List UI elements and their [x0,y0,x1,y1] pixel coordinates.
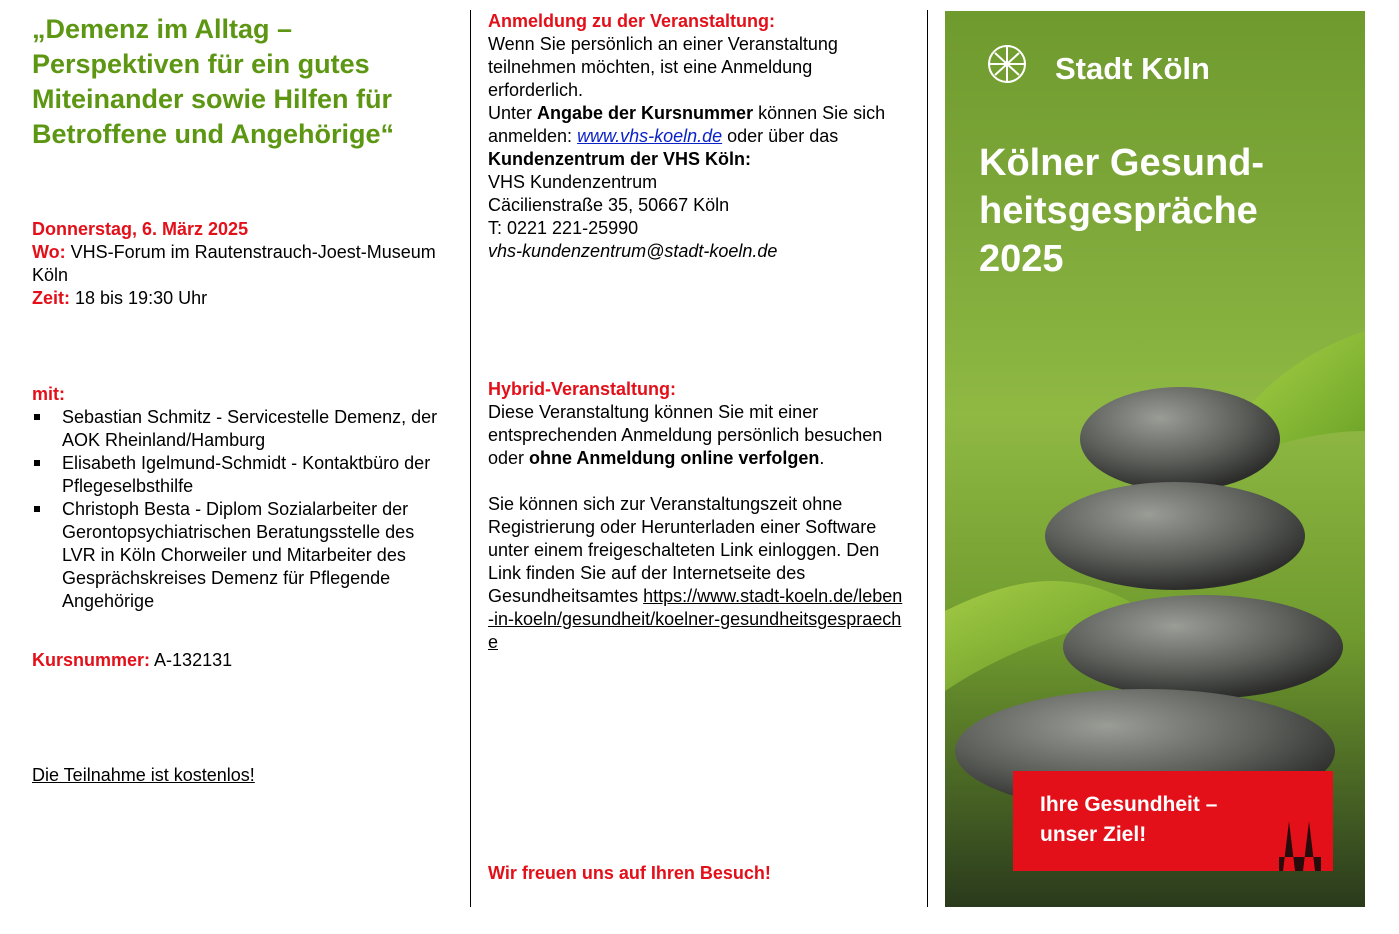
wo-value: VHS-Forum im Rautenstrauch-Joest-Museum Köln [32,242,436,285]
text-span: Unter [488,103,538,123]
event-details [32,218,452,310]
customer-center-emphasis: Kundenzentrum der VHS Köln: [488,149,752,169]
course-number-emphasis: Angabe der Kursnummer [537,103,754,123]
speaker-item: Sebastian Schmitz - Servicestelle Demenz, der AOK Rheinland/Hamburg [32,406,452,452]
event-location [32,241,452,287]
speaker-item: Christoph Besta - Diplom Sozialarbeiter der Gerontopsychiatrischen Beratungsstelle des LVR in Köln Chorweiler und Mitarbeiter des Gesprächskreises Demenz für Pflegende Angehörige [32,498,452,613]
column-divider [470,10,471,907]
hybrid-text [488,401,908,470]
speaker-list [32,406,452,613]
brand-name: Stadt Köln [1055,51,1210,86]
text-span: oder über das [722,126,839,146]
speaker-item: Elisabeth Igelmund-Schmidt - Kontaktbüro der Pflegeselbsthilfe [32,452,452,498]
vhs-website-link[interactable]: www.vhs-koeln.de [577,126,723,146]
course-number [32,649,452,672]
text-span: Diese Veranstaltung können Sie mit einer entsprechenden Anmeldung persönlich besuchen oder [488,402,883,468]
cathedral-icon [1275,811,1325,871]
flyer-headline: Kölner Gesund-heitsgespräche 2025 [979,142,1265,280]
kurs-value: A-132131 [154,650,233,670]
hybrid-section [488,378,908,654]
city-crest-icon [989,46,1025,82]
kurs-label: Kursnummer: [32,650,151,670]
slogan-line: Ihre Gesundheit – [1040,793,1218,816]
wo-label: Wo: [32,242,66,262]
mit-label: mit: [32,384,65,404]
speakers-section [32,383,452,613]
slogan-box [1013,771,1333,871]
flyer-cover [945,11,1365,907]
registration-text: Wenn Sie persönlich an einer Veranstaltung teilnehmen möchten, ist eine Anmeldung erforderlich. [488,34,838,100]
registration-section [488,10,908,263]
free-participation-note: Die Teilnahme ist kostenlos! [32,765,255,785]
zeit-value: 18 bis 19:30 Uhr [75,288,208,308]
slogan-line: unser Ziel! [1040,823,1147,846]
online-text [488,493,908,654]
event-time [32,287,452,310]
online-emphasis: ohne Anmeldung online verfolgen [529,448,820,468]
address-line: Cäcilienstraße 35, 50667 Köln [488,195,730,215]
slogan [1040,790,1217,850]
phone-number: T: 0221 221-25990 [488,218,639,238]
hybrid-heading: Hybrid-Veranstaltung: [488,379,677,399]
registration-heading: Anmeldung zu der Veranstaltung: [488,11,776,31]
text-span: . [819,448,825,468]
health-office-link[interactable]: https://www.stadt-koeln.de/leben-in-koeln/gesundheit/koelner-gesundheitsgespraeche [488,586,903,652]
email-address[interactable]: vhs-kundenzentrum@stadt-koeln.de [488,241,778,261]
registration-instructions [488,102,908,171]
closing-message: Wir freuen uns auf Ihren Besuch! [488,863,771,883]
text-span: Sie können sich zur Veranstaltungszeit ohne Registrierung oder Herunterladen einer Software unter einem freigeschalteten Link einloggen. Den Link finden Sie auf der Internetseite des Gesundheitsamtes [488,494,880,606]
event-date: Donnerstag, 6. März 2025 [32,219,249,239]
address-line: VHS Kundenzentrum [488,172,658,192]
zeit-label: Zeit: [32,288,70,308]
column-divider [927,10,928,907]
text-span: können Sie sich anmelden: [488,103,886,146]
event-title: „Demenz im Alltag – Perspektiven für ein gutes Miteinander sowie Hilfen für Betroffene und Angehörige“ [32,14,394,149]
